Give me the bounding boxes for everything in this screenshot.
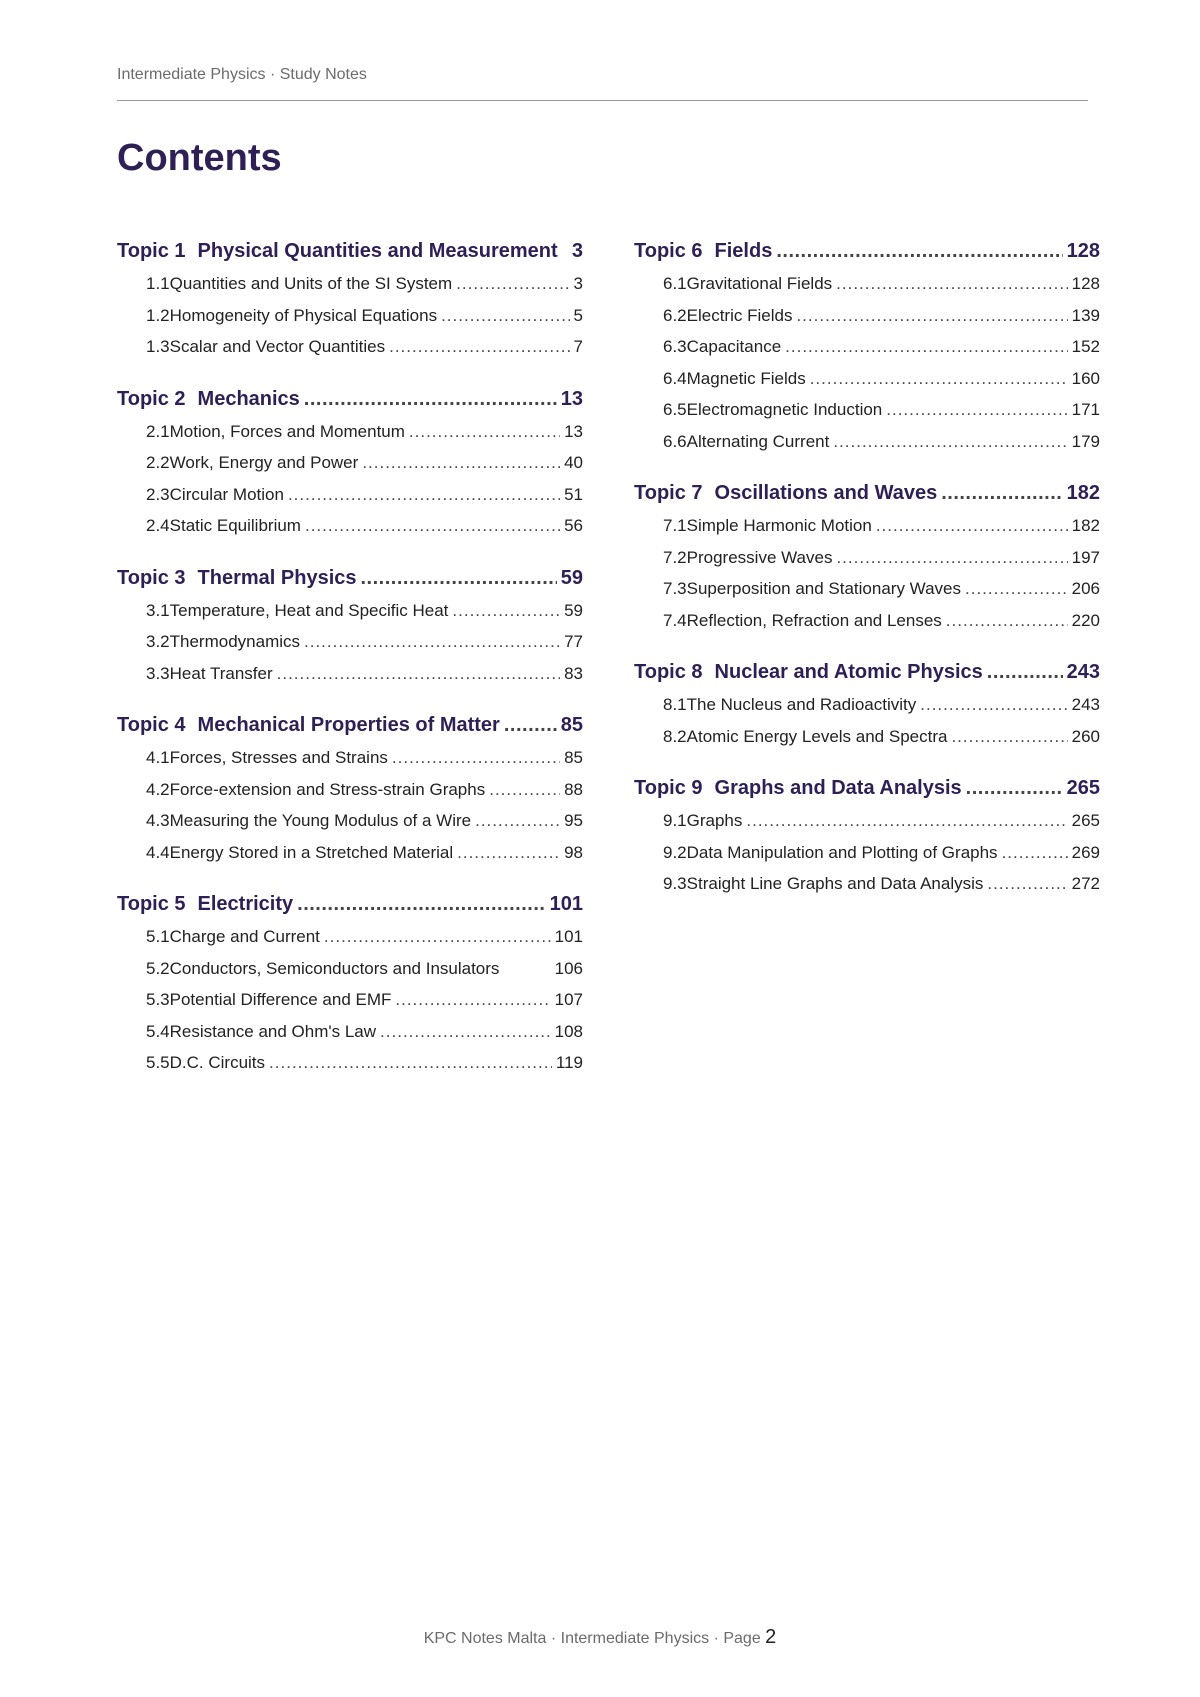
entry-title: Static Equilibrium [169, 516, 301, 535]
entry-number: 2.4 [146, 516, 170, 535]
topic-page-number: 182 [1066, 482, 1100, 504]
topic-title: Electricity [197, 893, 294, 915]
dot-leader [361, 567, 557, 590]
entry-page-number: 182 [1071, 516, 1100, 535]
dot-leader [951, 727, 1067, 747]
dot-leader [776, 240, 1062, 263]
toc-entry[interactable] [634, 516, 1100, 548]
entry-page-number: 3 [573, 274, 583, 293]
entry-page-number: 7 [573, 337, 583, 356]
entry-page-number: 220 [1071, 610, 1100, 630]
topic-number: Topic 3 [117, 566, 186, 589]
entry-number: 4.3 [146, 811, 170, 830]
toc-entry[interactable] [634, 306, 1100, 338]
entry-number: 5.1 [146, 927, 170, 946]
toc-entry[interactable] [634, 548, 1100, 580]
toc-entry[interactable] [117, 780, 583, 812]
dot-leader [966, 777, 1063, 800]
topic-number: Topic 2 [117, 387, 186, 410]
toc-entry[interactable] [117, 927, 583, 959]
dot-leader [785, 337, 1067, 357]
toc-entry[interactable] [634, 432, 1100, 464]
toc-topic-block [117, 567, 583, 696]
entry-page-number: 101 [554, 927, 583, 946]
dot-leader [920, 695, 1067, 715]
entry-number: 4.1 [146, 748, 170, 767]
entry-page-number: 243 [1071, 695, 1100, 714]
entry-number: 3.1 [146, 600, 170, 620]
dot-leader [277, 664, 560, 684]
entry-number: 2.1 [146, 421, 170, 441]
toc-entry[interactable] [634, 695, 1100, 727]
entry-title: Alternating Current [686, 431, 830, 451]
dot-leader [395, 990, 550, 1010]
dot-leader [304, 388, 557, 411]
entry-number: 3.3 [146, 663, 170, 683]
entry-number: 5.4 [146, 1021, 170, 1041]
dot-leader [489, 780, 560, 800]
entry-number: 1.3 [146, 337, 170, 356]
toc-entry[interactable] [634, 874, 1100, 906]
entry-title: Straight Line Graphs and Data Analysis [686, 874, 984, 893]
dot-leader [876, 516, 1068, 536]
entry-title: Homogeneity of Physical Equations [169, 305, 438, 325]
toc-entry[interactable] [117, 990, 583, 1022]
toc-entry[interactable] [117, 1022, 583, 1054]
dot-leader [965, 579, 1068, 599]
entry-title: Quantities and Units of the SI System [169, 274, 453, 293]
topic-page-number: 13 [560, 387, 583, 410]
entry-title: Resistance and Ohm's Law [169, 1021, 377, 1041]
dot-leader [456, 274, 569, 294]
dot-leader [441, 306, 569, 326]
entry-page-number: 260 [1071, 726, 1100, 746]
toc-entry[interactable] [634, 369, 1100, 401]
entry-title: Gravitational Fields [686, 274, 833, 293]
topic-number: Topic 9 [634, 777, 703, 799]
topic-number: Topic 8 [634, 661, 703, 683]
dot-leader [746, 811, 1067, 831]
entry-page-number: 83 [564, 663, 583, 683]
header-rule [117, 100, 1088, 101]
entry-title: Superposition and Stationary Waves [686, 579, 961, 598]
entry-page-number: 265 [1071, 811, 1100, 830]
entry-page-number: 13 [564, 421, 583, 441]
dot-leader [304, 632, 560, 652]
entry-number: 6.4 [663, 368, 687, 388]
entry-number: 1.1 [146, 274, 170, 293]
toc-topic-heading[interactable] [117, 388, 583, 416]
dot-leader [833, 432, 1067, 452]
entry-page-number: 107 [554, 990, 583, 1009]
topic-title: Graphs and Data Analysis [714, 777, 962, 799]
entry-page-number: 88 [564, 779, 583, 799]
dot-leader [288, 485, 560, 505]
entry-title: Work, Energy and Power [169, 453, 359, 472]
entry-number: 8.2 [663, 726, 687, 746]
dot-leader [836, 274, 1067, 294]
topic-title: Fields [714, 240, 773, 262]
entry-page-number: 206 [1071, 579, 1100, 598]
toc-entry[interactable] [634, 843, 1100, 875]
dot-leader [1002, 843, 1068, 863]
entry-title: Scalar and Vector Quantities [169, 337, 386, 356]
entry-page-number: 77 [564, 632, 583, 651]
toc-topic-block [634, 777, 1100, 906]
entry-number: 9.1 [663, 811, 687, 830]
entry-page-number: 51 [564, 484, 583, 504]
topic-page-number: 101 [549, 893, 583, 915]
toc-column-left [117, 240, 583, 1104]
entry-number: 6.6 [663, 431, 687, 451]
entry-number: 7.2 [663, 547, 687, 567]
topic-title: Mechanical Properties of Matter [197, 714, 500, 736]
dot-leader [987, 874, 1067, 894]
entry-page-number: 59 [564, 600, 583, 620]
topic-number: Topic 1 [117, 240, 186, 262]
entry-number: 9.3 [663, 874, 687, 893]
entry-title: Circular Motion [169, 484, 284, 504]
topic-page-number: 59 [560, 566, 583, 589]
dot-leader [941, 482, 1062, 505]
entry-title: Conductors, Semiconductors and Insulators [169, 958, 500, 978]
entry-page-number: 269 [1071, 842, 1100, 862]
entry-title: Forces, Stresses and Strains [169, 748, 388, 767]
entry-page-number: 272 [1071, 874, 1100, 893]
entry-number: 2.2 [146, 453, 170, 472]
toc-topic-block [634, 240, 1100, 463]
topic-title: Mechanics [197, 387, 300, 410]
dot-leader [452, 601, 560, 621]
entry-title: Heat Transfer [169, 663, 273, 683]
toc-entry[interactable] [117, 485, 583, 517]
entry-title: Electromagnetic Induction [686, 400, 883, 419]
dot-leader [392, 748, 560, 768]
topic-number: Topic 5 [117, 893, 186, 915]
toc-entry[interactable] [117, 453, 583, 485]
toc-entry[interactable] [634, 579, 1100, 611]
entry-title: Thermodynamics [169, 632, 301, 651]
toc-entry[interactable] [634, 611, 1100, 643]
toc-topic-heading[interactable] [117, 714, 583, 742]
toc-entry[interactable] [634, 727, 1100, 759]
entry-title: Temperature, Heat and Specific Heat [169, 600, 449, 620]
entry-title: The Nucleus and Radioactivity [686, 695, 917, 714]
dot-leader [389, 337, 569, 357]
toc-entry[interactable] [634, 811, 1100, 843]
entry-page-number: 95 [564, 811, 583, 830]
entry-number: 5.3 [146, 990, 170, 1009]
toc-entry[interactable] [117, 664, 583, 696]
entry-number: 5.5 [146, 1053, 170, 1072]
dot-leader [475, 811, 560, 831]
toc-topic-block [117, 240, 583, 369]
dot-leader [504, 714, 557, 737]
topic-page-number: 128 [1066, 240, 1100, 262]
toc-entry[interactable] [117, 959, 583, 991]
entry-title: Capacitance [686, 337, 782, 356]
entry-title: Electric Fields [686, 305, 793, 325]
topic-page-number: 85 [560, 714, 583, 736]
entry-title: Energy Stored in a Stretched Material [169, 842, 454, 862]
toc-entry[interactable] [117, 1053, 583, 1085]
entry-number: 2.3 [146, 484, 170, 504]
entry-page-number: 152 [1071, 337, 1100, 356]
toc-topic-block [634, 661, 1100, 758]
entry-page-number: 108 [554, 1021, 583, 1041]
toc-topic-heading[interactable] [634, 661, 1100, 689]
topic-title: Oscillations and Waves [714, 482, 938, 504]
dot-leader [836, 548, 1067, 568]
toc-topic-heading[interactable] [634, 240, 1100, 268]
toc-entry[interactable] [117, 632, 583, 664]
toc-entry[interactable] [634, 337, 1100, 369]
entry-page-number: 179 [1071, 431, 1100, 451]
toc-entry[interactable] [634, 400, 1100, 432]
entry-title: Progressive Waves [686, 547, 833, 567]
toc-topic-heading[interactable] [117, 240, 583, 268]
entry-title: Atomic Energy Levels and Spectra [686, 726, 948, 746]
entry-page-number: 98 [564, 842, 583, 862]
entry-page-number: 40 [564, 453, 583, 472]
toc-column-right [634, 240, 1100, 925]
toc-entry[interactable] [117, 748, 583, 780]
toc-entry[interactable] [117, 306, 583, 338]
toc-topic-block [117, 893, 583, 1085]
topic-page-number: 3 [571, 240, 583, 262]
entry-title: Motion, Forces and Momentum [169, 421, 405, 441]
toc-topic-heading[interactable] [117, 893, 583, 921]
entry-title: Reflection, Refraction and Lenses [686, 610, 942, 630]
toc-entry[interactable] [117, 601, 583, 633]
topic-number: Topic 6 [634, 240, 703, 262]
entry-page-number: 139 [1071, 305, 1100, 325]
toc-entry[interactable] [117, 843, 583, 875]
entry-title: Charge and Current [169, 927, 320, 946]
toc-entry[interactable] [117, 274, 583, 306]
topic-page-number: 265 [1066, 777, 1100, 799]
entry-number: 1.2 [146, 305, 170, 325]
topic-number: Topic 7 [634, 482, 703, 504]
entry-page-number: 197 [1071, 547, 1100, 567]
entry-page-number: 171 [1071, 400, 1100, 419]
toc-topic-heading[interactable] [634, 482, 1100, 510]
toc-entry[interactable] [117, 422, 583, 454]
entry-title: D.C. Circuits [169, 1053, 266, 1072]
toc-topic-heading[interactable] [117, 567, 583, 595]
dot-leader [297, 893, 545, 916]
dot-leader [409, 422, 560, 442]
entry-number: 6.5 [663, 400, 687, 419]
topic-title: Thermal Physics [197, 566, 357, 589]
entry-number: 4.4 [146, 842, 170, 862]
toc-entry[interactable] [117, 337, 583, 369]
entry-title: Simple Harmonic Motion [686, 516, 872, 535]
topic-title: Nuclear and Atomic Physics [714, 661, 983, 683]
page-footer [0, 1626, 1200, 1649]
entry-page-number: 5 [573, 305, 583, 325]
entry-page-number: 56 [564, 516, 583, 535]
toc-entry[interactable] [117, 811, 583, 843]
entry-number: 6.3 [663, 337, 687, 356]
dot-leader [269, 1053, 552, 1073]
entry-title: Magnetic Fields [686, 368, 806, 388]
toc-topic-block [117, 388, 583, 548]
running-header: Intermediate Physics · Study Notes [117, 66, 367, 83]
entry-number: 5.2 [146, 958, 170, 978]
entry-page-number: 160 [1071, 368, 1100, 388]
topic-title: Physical Quantities and Measurement [197, 240, 558, 262]
dot-leader [946, 611, 1068, 631]
entry-number: 7.1 [663, 516, 687, 535]
entry-title: Potential Difference and EMF [169, 990, 392, 1009]
toc-topic-block [634, 482, 1100, 642]
toc-topic-block [117, 714, 583, 874]
entry-number: 8.1 [663, 695, 687, 714]
topic-number: Topic 4 [117, 714, 186, 736]
entry-page-number: 85 [564, 748, 583, 767]
dot-leader [305, 516, 560, 536]
dot-leader [796, 306, 1067, 326]
entry-title: Data Manipulation and Plotting of Graphs [686, 842, 998, 862]
entry-page-number: 128 [1071, 274, 1100, 293]
toc-entry[interactable] [634, 274, 1100, 306]
dot-leader [362, 453, 560, 473]
entry-title: Force-extension and Stress-strain Graphs [169, 779, 486, 799]
footer-page-number: 2 [765, 1626, 777, 1648]
dot-leader [810, 369, 1068, 389]
entry-title: Graphs [686, 811, 743, 830]
toc-topic-heading[interactable] [634, 777, 1100, 805]
entry-number: 6.1 [663, 274, 687, 293]
dot-leader [324, 927, 551, 947]
entry-page-number: 119 [555, 1053, 583, 1072]
dot-leader [457, 843, 560, 863]
dot-leader [987, 661, 1063, 684]
dot-leader [886, 400, 1067, 420]
entry-number: 9.2 [663, 842, 687, 862]
entry-number: 4.2 [146, 779, 170, 799]
entry-number: 7.3 [663, 579, 687, 598]
topic-page-number: 243 [1066, 661, 1100, 683]
page-title: Contents [117, 137, 282, 179]
entry-number: 6.2 [663, 305, 687, 325]
entry-number: 7.4 [663, 610, 687, 630]
footer-text: KPC Notes Malta · Intermediate Physics · Page [423, 1630, 761, 1647]
toc-entry[interactable] [117, 516, 583, 548]
entry-title: Measuring the Young Modulus of a Wire [169, 811, 472, 830]
entry-page-number: 106 [554, 958, 583, 978]
dot-leader [380, 1022, 551, 1042]
entry-number: 3.2 [146, 632, 170, 651]
